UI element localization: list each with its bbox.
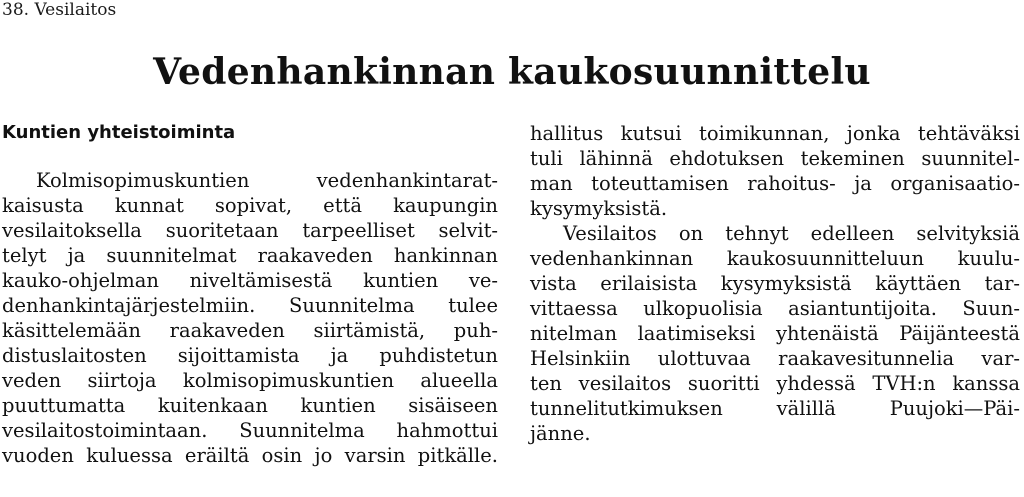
left-line: kaisusta kunnat sopivat, että kaupungin <box>2 194 498 217</box>
right-line: vista erilaisista kysymyksistä käyttäen tar- <box>530 272 1020 295</box>
right-line: man toteuttamisen rahoitus- ja organisaatio- <box>530 172 1020 195</box>
left-line: vesilaitostoimintaan. Suunnitelma hahmottui <box>2 419 498 442</box>
right-line: tunnelitutkimuksen välillä Puujoki—Päi- <box>530 397 1020 420</box>
left-line: Kolmisopimuskuntien vedenhankintarat- <box>36 169 498 192</box>
right-line: kysymyksistä. <box>530 197 668 220</box>
left-line: veden siirtoja kolmisopimuskuntien alueella <box>2 369 498 392</box>
section-heading: Kuntien yhteistoiminta <box>2 122 236 143</box>
left-line: denhankintajärjestelmiin. Suunnitelma tulee <box>2 294 498 317</box>
left-line: käsittelemään raakaveden siirtämistä, puh- <box>2 319 498 342</box>
page-title: Vedenhankinnan kaukosuunnittelu <box>153 51 871 93</box>
right-line: Vesilaitos on tehnyt edelleen selvityksiä <box>563 222 1020 245</box>
left-line: puuttumatta kuitenkaan kuntien sisäiseen <box>2 394 498 417</box>
right-line: vittaessa ulkopuolisia asiantuntijoita. Suun- <box>530 297 1020 320</box>
left-line: distuslaitosten sijoittamista ja puhdistetun <box>2 344 498 367</box>
left-line: vuoden kuluessa eräiltä osin jo varsin pitkälle. <box>2 444 498 467</box>
running-head: 38. Vesilaitos <box>2 0 117 20</box>
right-line: nitelman laatimiseksi yhtenäistä Päijänteestä <box>530 322 1020 345</box>
right-line: vedenhankinnan kaukosuunnitteluun kuulu- <box>530 247 1020 270</box>
left-line: kauko-ohjelman niveltämisestä kuntien ve- <box>2 269 498 292</box>
left-line: vesilaitoksella suoritetaan tarpeelliset selvit- <box>2 219 498 242</box>
right-line: ten vesilaitos suoritti yhdessä TVH:n kanssa <box>530 372 1020 395</box>
right-line: tuli lähinnä ehdotuksen tekeminen suunnitel- <box>530 147 1020 170</box>
right-line: jänne. <box>530 422 591 445</box>
left-line: telyt ja suunnitelmat raakaveden hankinnan <box>2 244 498 267</box>
right-line: Helsinkiin ulottuvaa raakavesitunnelia var- <box>530 347 1020 370</box>
right-line: hallitus kutsui toimikunnan, jonka tehtäväksi <box>530 122 1020 145</box>
